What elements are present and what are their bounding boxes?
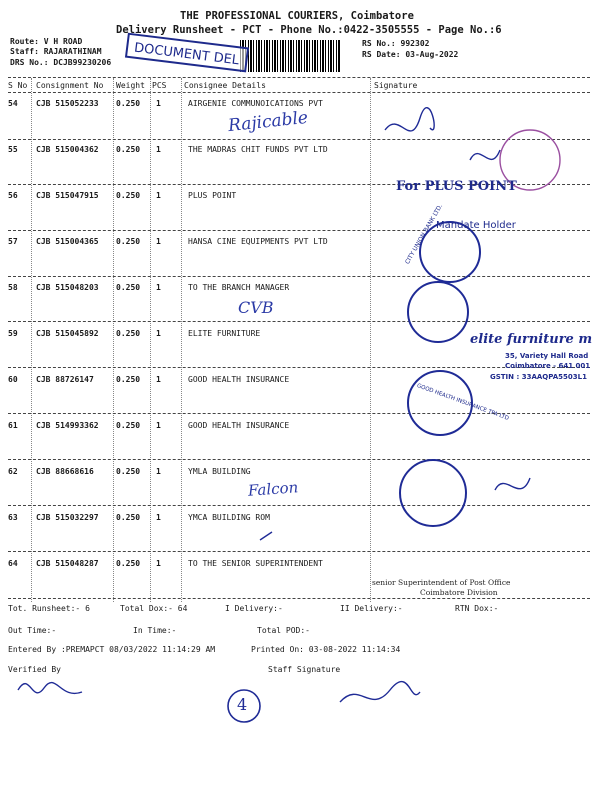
cell-consignment: CJB 88726147 — [36, 375, 94, 384]
cell-pcs: 1 — [156, 559, 161, 568]
cell-consignee: YMCA BUILDING ROM — [188, 513, 270, 522]
out-time: Out Time:- — [8, 626, 57, 635]
cell-sno: 64 — [8, 559, 18, 568]
signature-mark — [495, 478, 530, 490]
cell-sno: 58 — [8, 283, 18, 292]
total-dox: Total Dox:- 64 — [120, 604, 188, 613]
signature-mark — [385, 108, 434, 131]
handwritten-note: Rajicable — [227, 107, 309, 137]
cell-sno: 57 — [8, 237, 18, 246]
col-header-pcs: PCS — [152, 81, 167, 90]
cell-consignee: GOOD HEALTH INSURANCE — [188, 375, 290, 384]
cell-weight: 0.250 — [116, 283, 141, 292]
circled-number: 4 — [237, 695, 248, 714]
cell-consignment: CJB 514993362 — [36, 421, 99, 430]
cell-consignment: CJB 515052233 — [36, 99, 99, 108]
stamp-circle — [408, 282, 468, 342]
cell-consignee: AIRGENIE COMMUNOICATIONS PVT — [188, 99, 323, 108]
cell-consignee: PLUS POINT — [188, 191, 237, 200]
cell-pcs: 1 — [156, 375, 161, 384]
cell-pcs: 1 — [156, 329, 161, 338]
cell-pcs: 1 — [156, 191, 161, 200]
verified-by-label: Verified By — [8, 665, 61, 674]
cell-sno: 54 — [8, 99, 18, 108]
city-union-stamp: CITY UNION BANK LTD. — [404, 202, 445, 266]
verified-signature — [18, 683, 82, 694]
elite-address-1: 35, Variety Hall Road — [505, 352, 589, 360]
cell-pcs: 1 — [156, 237, 161, 246]
rs-no-value: 992302 — [400, 39, 430, 48]
plus-point-stamp: For PLUS POINT — [396, 179, 517, 194]
cell-consignment: CJB 515032297 — [36, 513, 99, 522]
staff-label: Staff: — [10, 47, 39, 56]
cell-consignment: CJB 515004362 — [36, 145, 99, 154]
total-pod: Total POD:- — [257, 626, 310, 635]
cell-weight: 0.250 — [116, 99, 141, 108]
col-header-sno: S No — [8, 81, 28, 90]
cell-pcs: 1 — [156, 421, 161, 430]
cell-weight: 0.250 — [116, 421, 141, 430]
mandate-holder-stamp: Mandate Holder — [436, 220, 516, 231]
cell-pcs: 1 — [156, 513, 161, 522]
cell-consignment: CJB 515048287 — [36, 559, 99, 568]
cell-consignment: CJB 515004365 — [36, 237, 99, 246]
tot-runsheet: Tot. Runsheet:- 6 — [8, 604, 90, 613]
i-delivery: I Delivery:- — [225, 604, 283, 613]
cell-weight: 0.250 — [116, 513, 141, 522]
cell-sno: 61 — [8, 421, 18, 430]
handwritten-note: CVB — [238, 298, 274, 317]
col-header-consignee: Consignee Details — [184, 81, 266, 90]
company-title: THE PROFESSIONAL COURIERS, Coimbatore — [180, 10, 414, 22]
stamp-circle — [400, 460, 466, 526]
cell-consignment: CJB 515045892 — [36, 329, 99, 338]
entered-by: Entered By :PREMAPCT 08/03/2022 11:14:29 AM — [8, 645, 216, 654]
document-delivery-stamp: DOCUMENT DEL — [125, 33, 249, 73]
rtn-dox: RTN Dox:- — [455, 604, 499, 613]
rs-date-value: 03-Aug-2022 — [405, 50, 459, 59]
cell-pcs: 1 — [156, 467, 161, 476]
drs-label: DRS No.: — [10, 58, 49, 67]
cell-weight: 0.250 — [116, 467, 141, 476]
ii-delivery: II Delivery:- — [340, 604, 403, 613]
route-value: V H ROAD — [43, 37, 83, 46]
cell-consignee: GOOD HEALTH INSURANCE — [188, 421, 290, 430]
staff-signature-label: Staff Signature — [268, 665, 341, 674]
cell-weight: 0.250 — [116, 329, 141, 338]
staff-value: RAJARATHINAM — [43, 47, 102, 56]
cell-sno: 55 — [8, 145, 18, 154]
handwritten-note: Falcon — [247, 478, 299, 500]
drs-value: DCJB99230206 — [53, 58, 112, 67]
signature-mark — [470, 150, 500, 160]
cell-sno: 56 — [8, 191, 18, 200]
tick-mark — [260, 532, 272, 540]
route-label: Route: — [10, 37, 39, 46]
cell-sno: 59 — [8, 329, 18, 338]
cell-pcs: 1 — [156, 99, 161, 108]
cell-sno: 62 — [8, 467, 18, 476]
cell-consignee: TO THE BRANCH MANAGER — [188, 283, 290, 292]
cell-weight: 0.250 — [116, 237, 141, 246]
cell-pcs: 1 — [156, 145, 161, 154]
cell-weight: 0.250 — [116, 375, 141, 384]
runsheet-title: Delivery Runsheet - PCT - Phone No.:0422-3505555 - Page No.:6 — [116, 24, 502, 36]
cell-sno: 63 — [8, 513, 18, 522]
staff-signature-mark — [340, 682, 420, 702]
post-office-stamp-line1: senior Superintendent of Post Office — [372, 578, 511, 587]
cell-consignment: CJB 515047915 — [36, 191, 99, 200]
cell-weight: 0.250 — [116, 191, 141, 200]
elite-stamp: elite furniture m — [470, 332, 593, 347]
cell-consignment: CJB 88668616 — [36, 467, 94, 476]
cell-weight: 0.250 — [116, 145, 141, 154]
cell-consignment: CJB 515048203 — [36, 283, 99, 292]
cell-consignee: TO THE SENIOR SUPERINTENDENT — [188, 559, 323, 568]
good-health-stamp: GOOD HEALTH INSURANCE TPA LTD — [415, 383, 510, 422]
col-header-signature: Signature — [374, 81, 418, 90]
in-time: In Time:- — [133, 626, 177, 635]
col-header-consignment: Consignment No — [36, 81, 104, 90]
cell-weight: 0.250 — [116, 559, 141, 568]
elite-gstin: GSTIN : 33AAQPA5503L1 — [490, 373, 587, 381]
col-header-weight: Weight — [116, 81, 145, 90]
cell-consignee: THE MADRAS CHIT FUNDS PVT LTD — [188, 145, 328, 154]
post-office-stamp-line2: Coimbatore Division — [420, 588, 498, 597]
rs-date-label: RS Date: — [362, 50, 401, 59]
printed-on: Printed On: 03-08-2022 11:14:34 — [251, 645, 401, 654]
cell-pcs: 1 — [156, 283, 161, 292]
elite-address-2: Coimbatore - 641 001 — [505, 362, 591, 370]
cell-consignee: ELITE FURNITURE — [188, 329, 261, 338]
cell-consignee: HANSA CINE EQUIPMENTS PVT LTD — [188, 237, 328, 246]
cell-sno: 60 — [8, 375, 18, 384]
cell-consignee: YMLA BUILDING — [188, 467, 251, 476]
rs-no-label: RS No.: — [362, 39, 396, 48]
